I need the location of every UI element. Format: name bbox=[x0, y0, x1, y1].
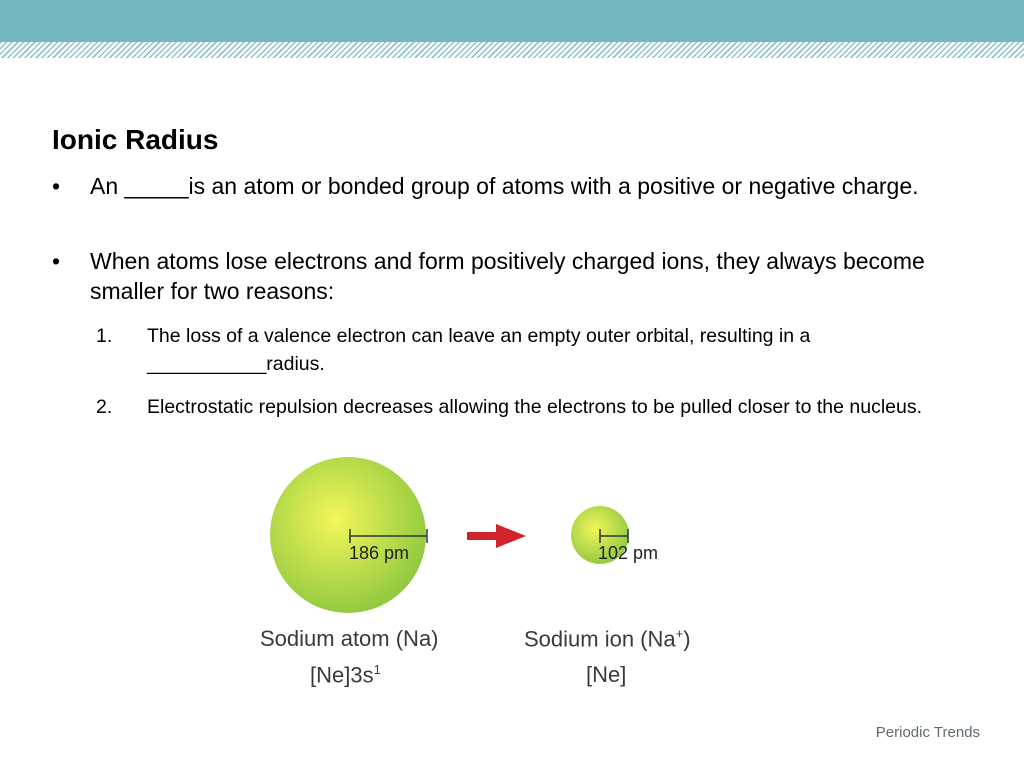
bullet-marker: • bbox=[52, 173, 61, 199]
atom-configuration: $[Ne]3s^1$ bbox=[310, 662, 381, 688]
sodium-ion-figure bbox=[250, 450, 710, 700]
atom-radius-label: 186 pm bbox=[349, 543, 410, 563]
reason-text: The loss of a valence electron can leave an empty outer orbital, resulting in a ___________radius. bbox=[147, 325, 811, 375]
slide-title: Ionic Radius bbox=[52, 124, 219, 155]
bullet-marker: • bbox=[52, 248, 61, 274]
header-band bbox=[0, 0, 1024, 42]
atom-name: Sodium atom (Na) bbox=[260, 626, 439, 651]
atom-caption bbox=[260, 626, 439, 652]
reaction-arrow bbox=[467, 524, 526, 548]
footer-label: Periodic Trends bbox=[875, 724, 980, 741]
sodium-atom-sphere bbox=[270, 457, 426, 613]
ion-radius-label: 102 pm bbox=[598, 543, 659, 563]
reason-number: 2. bbox=[96, 396, 113, 418]
ion-caption: Sodium ion (Na+) bbox=[524, 626, 691, 652]
reason-number: 1. bbox=[96, 325, 113, 347]
ion-configuration: [Ne] bbox=[586, 662, 627, 687]
bullet-text: An _____is an atom or bonded group of atoms with a positive or negative charge. bbox=[90, 173, 919, 199]
header-hatch-stripe bbox=[0, 42, 1024, 58]
bullet-text: When atoms lose electrons and form positively charged ions, they always become smaller for two reasons: bbox=[90, 248, 925, 304]
reason-text: Electrostatic repulsion decreases allowing the electrons to be pulled closer to the nucleus. bbox=[147, 396, 923, 418]
ion-name: Sodium ion (Na bbox=[524, 626, 676, 652]
